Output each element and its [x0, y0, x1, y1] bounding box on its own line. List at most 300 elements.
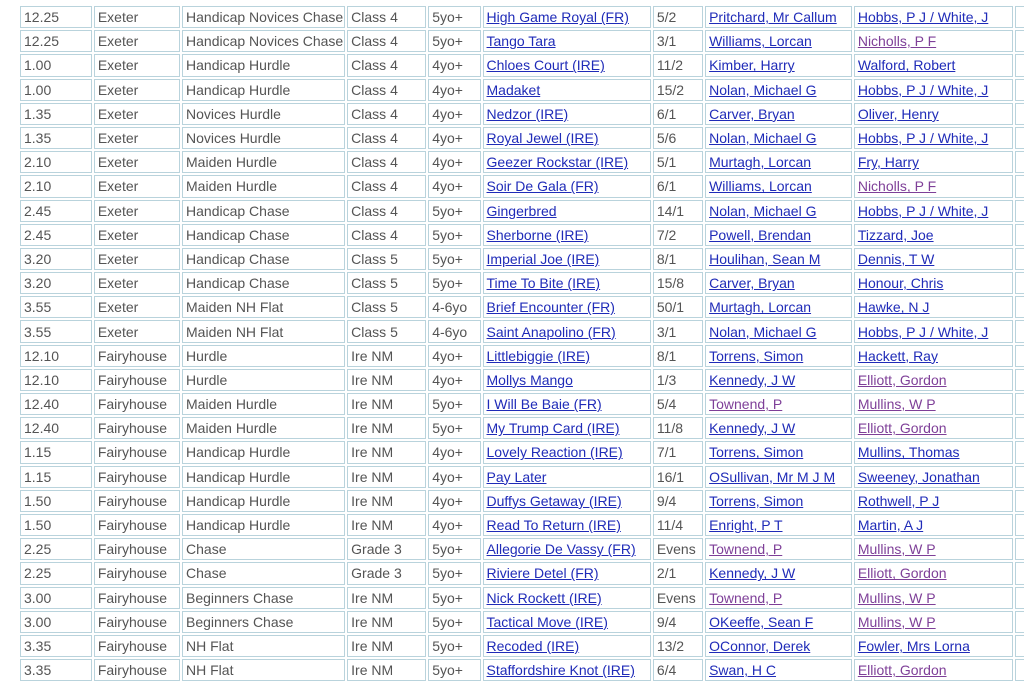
age-restriction-cell: 4yo+	[428, 127, 480, 149]
trainer-cell	[854, 30, 1013, 52]
race-time-cell: 1.35	[20, 127, 92, 149]
trainer-cell	[854, 490, 1013, 512]
horse-cell	[483, 151, 651, 173]
race-time-cell: 2.25	[20, 562, 92, 584]
table-row	[20, 248, 1024, 270]
odds-cell: 9/4	[653, 490, 703, 512]
odds-cell: 3/1	[653, 320, 703, 342]
race-class-cell: Class 4	[347, 30, 426, 52]
trainer-cell	[854, 127, 1013, 149]
race-type-cell: Novices Hurdle	[182, 103, 345, 125]
table-row	[20, 151, 1024, 173]
extra-column-cell	[1015, 175, 1024, 197]
odds-cell: 16/1	[653, 466, 703, 488]
extra-column-cell	[1015, 103, 1024, 125]
extra-column-cell	[1015, 79, 1024, 101]
age-restriction-cell: 5yo+	[428, 6, 480, 28]
course-cell: Fairyhouse	[94, 417, 180, 439]
course-cell: Exeter	[94, 272, 180, 294]
odds-cell: 5/2	[653, 6, 703, 28]
race-type-cell: Handicap Chase	[182, 272, 345, 294]
table-row	[20, 466, 1024, 488]
horse-link[interactable]: Geezer Rockstar (IRE)	[486, 154, 629, 171]
trainer-cell	[854, 562, 1013, 584]
race-time-cell: 1.50	[20, 514, 92, 536]
jockey-cell	[705, 248, 852, 270]
race-class-cell: Ire NM	[347, 514, 426, 536]
race-time-cell: 1.15	[20, 466, 92, 488]
horse-link[interactable]: Tango Tara	[486, 33, 556, 50]
horse-link[interactable]: Royal Jewel (IRE)	[486, 130, 599, 147]
jockey-link[interactable]: Townend, P	[709, 541, 783, 558]
race-time-cell: 3.35	[20, 659, 92, 681]
race-type-cell: Hurdle	[182, 369, 345, 391]
trainer-link[interactable]: Hobbs, P J / White, J	[857, 81, 989, 98]
trainer-link[interactable]: Elliott, Gordon	[857, 420, 947, 437]
race-type-cell: Hurdle	[182, 345, 345, 367]
trainer-cell	[854, 79, 1013, 101]
age-restriction-cell: 5yo+	[428, 272, 480, 294]
jockey-cell	[705, 345, 852, 367]
odds-cell: 6/1	[653, 103, 703, 125]
trainer-cell	[854, 200, 1013, 222]
odds-cell: 13/2	[653, 635, 703, 657]
extra-column-cell	[1015, 514, 1024, 536]
trainer-cell	[854, 6, 1013, 28]
extra-column-cell	[1015, 611, 1024, 633]
trainer-link[interactable]: Walford, Robert	[857, 57, 956, 74]
trainer-link[interactable]: Nicholls, P F	[857, 33, 937, 50]
jockey-link[interactable]: Pritchard, Mr Callum	[709, 9, 837, 26]
racecard-table	[18, 4, 1024, 683]
horse-cell	[483, 490, 651, 512]
course-cell: Exeter	[94, 224, 180, 246]
race-time-cell: 1.00	[20, 79, 92, 101]
table-row	[20, 272, 1024, 294]
race-class-cell: Ire NM	[347, 635, 426, 657]
horse-link[interactable]: High Game Royal (FR)	[486, 9, 629, 26]
trainer-link[interactable]: Hobbs, P J / White, J	[857, 130, 989, 147]
age-restriction-cell: 5yo+	[428, 587, 480, 609]
extra-column-cell	[1015, 30, 1024, 52]
table-row	[20, 393, 1024, 415]
jockey-link[interactable]: OSullivan, Mr M J M	[709, 468, 836, 485]
trainer-link[interactable]: Fry, Harry	[857, 154, 920, 171]
trainer-cell	[854, 538, 1013, 560]
race-class-cell: Class 4	[347, 200, 426, 222]
race-type-cell: Handicap Hurdle	[182, 490, 345, 512]
race-time-cell: 1.50	[20, 490, 92, 512]
odds-cell: 5/6	[653, 127, 703, 149]
race-class-cell: Class 4	[347, 175, 426, 197]
trainer-link[interactable]: Mullins, W P	[857, 589, 936, 606]
jockey-cell	[705, 441, 852, 463]
jockey-cell	[705, 538, 852, 560]
odds-cell: 8/1	[653, 345, 703, 367]
race-class-cell: Class 5	[347, 320, 426, 342]
horse-link[interactable]: Allegorie De Vassy (FR)	[486, 541, 636, 558]
age-restriction-cell: 4yo+	[428, 490, 480, 512]
extra-column-cell	[1015, 466, 1024, 488]
race-class-cell: Ire NM	[347, 466, 426, 488]
jockey-link[interactable]: Kennedy, J W	[709, 565, 796, 582]
trainer-link[interactable]: Mullins, W P	[857, 541, 936, 558]
course-cell: Exeter	[94, 6, 180, 28]
odds-cell: 6/1	[653, 175, 703, 197]
horse-cell	[483, 562, 651, 584]
jockey-link[interactable]: Kennedy, J W	[709, 371, 796, 388]
jockey-link[interactable]: Carver, Bryan	[709, 105, 795, 122]
course-cell: Fairyhouse	[94, 538, 180, 560]
horse-cell	[483, 611, 651, 633]
horse-link[interactable]: Read To Return (IRE)	[486, 517, 621, 534]
jockey-link[interactable]: Murtagh, Lorcan	[709, 154, 812, 171]
horse-link[interactable]: Time To Bite (IRE)	[486, 275, 601, 292]
odds-cell: 3/1	[653, 30, 703, 52]
jockey-cell	[705, 272, 852, 294]
odds-cell: 15/8	[653, 272, 703, 294]
race-class-cell: Class 5	[347, 272, 426, 294]
age-restriction-cell: 5yo+	[428, 224, 480, 246]
jockey-link[interactable]: Nolan, Michael G	[709, 202, 817, 219]
trainer-cell	[854, 635, 1013, 657]
course-cell: Fairyhouse	[94, 393, 180, 415]
trainer-link[interactable]: Tizzard, Joe	[857, 226, 934, 243]
jockey-cell	[705, 369, 852, 391]
jockey-link[interactable]: Nolan, Michael G	[709, 81, 817, 98]
table-row	[20, 30, 1024, 52]
horse-link[interactable]: Chloes Court (IRE)	[486, 57, 605, 74]
race-time-cell: 3.20	[20, 248, 92, 270]
race-type-cell: Maiden Hurdle	[182, 175, 345, 197]
trainer-link[interactable]: Nicholls, P F	[857, 178, 937, 195]
race-type-cell: Maiden Hurdle	[182, 151, 345, 173]
race-time-cell: 2.10	[20, 175, 92, 197]
trainer-cell	[854, 369, 1013, 391]
extra-column-cell	[1015, 635, 1024, 657]
race-type-cell: Handicap Hurdle	[182, 466, 345, 488]
extra-column-cell	[1015, 441, 1024, 463]
table-row	[20, 587, 1024, 609]
race-class-cell: Grade 3	[347, 562, 426, 584]
horse-cell	[483, 659, 651, 681]
age-restriction-cell: 4yo+	[428, 466, 480, 488]
race-type-cell: NH Flat	[182, 659, 345, 681]
race-time-cell: 2.45	[20, 200, 92, 222]
table-row	[20, 538, 1024, 560]
race-time-cell: 3.55	[20, 296, 92, 318]
course-cell: Exeter	[94, 79, 180, 101]
age-restriction-cell: 5yo+	[428, 562, 480, 584]
table-row	[20, 514, 1024, 536]
horse-link[interactable]: Lovely Reaction (IRE)	[486, 444, 623, 461]
horse-link[interactable]: Gingerbred	[486, 202, 557, 219]
jockey-link[interactable]: OKeeffe, Sean F	[709, 613, 814, 630]
jockey-link[interactable]: Kimber, Harry	[709, 57, 795, 74]
course-cell: Fairyhouse	[94, 659, 180, 681]
race-type-cell: Handicap Hurdle	[182, 514, 345, 536]
odds-cell: Evens	[653, 538, 703, 560]
age-restriction-cell: 4yo+	[428, 103, 480, 125]
horse-link[interactable]: Pay Later	[486, 468, 547, 485]
trainer-link[interactable]: Rothwell, P J	[857, 492, 940, 509]
race-time-cell: 3.20	[20, 272, 92, 294]
extra-column-cell	[1015, 320, 1024, 342]
horse-link[interactable]: Saint Anapolino (FR)	[486, 323, 616, 340]
horse-cell	[483, 54, 651, 76]
horse-cell	[483, 224, 651, 246]
jockey-cell	[705, 54, 852, 76]
jockey-cell	[705, 466, 852, 488]
horse-link[interactable]: Nick Rockett (IRE)	[486, 589, 602, 606]
jockey-cell	[705, 659, 852, 681]
table-row	[20, 417, 1024, 439]
race-class-cell: Class 4	[347, 224, 426, 246]
race-time-cell: 12.40	[20, 417, 92, 439]
trainer-link[interactable]: Hobbs, P J / White, J	[857, 9, 989, 26]
trainer-link[interactable]: Mullins, W P	[857, 613, 936, 630]
jockey-link[interactable]: Torrens, Simon	[709, 492, 804, 509]
odds-cell: Evens	[653, 587, 703, 609]
jockey-link[interactable]: Williams, Lorcan	[709, 178, 812, 195]
trainer-cell	[854, 224, 1013, 246]
table-row	[20, 441, 1024, 463]
horse-link[interactable]: I Will Be Baie (FR)	[486, 396, 602, 413]
trainer-link[interactable]: Mullins, Thomas	[857, 444, 960, 461]
jockey-link[interactable]: Houlihan, Sean M	[709, 250, 821, 267]
course-cell: Fairyhouse	[94, 466, 180, 488]
course-cell: Exeter	[94, 296, 180, 318]
age-restriction-cell: 4yo+	[428, 151, 480, 173]
course-cell: Fairyhouse	[94, 562, 180, 584]
jockey-link[interactable]: Williams, Lorcan	[709, 33, 812, 50]
age-restriction-cell: 4-6yo	[428, 296, 480, 318]
jockey-link[interactable]: Swan, H C	[709, 662, 777, 679]
jockey-link[interactable]: Torrens, Simon	[709, 347, 804, 364]
course-cell: Fairyhouse	[94, 611, 180, 633]
table-row	[20, 296, 1024, 318]
extra-column-cell	[1015, 127, 1024, 149]
race-time-cell: 3.00	[20, 611, 92, 633]
race-class-cell: Ire NM	[347, 441, 426, 463]
jockey-cell	[705, 200, 852, 222]
trainer-link[interactable]: Elliott, Gordon	[857, 371, 947, 388]
horse-cell	[483, 320, 651, 342]
trainer-link[interactable]: Sweeney, Jonathan	[857, 468, 980, 485]
jockey-cell	[705, 79, 852, 101]
horse-link[interactable]: Tactical Move (IRE)	[486, 613, 608, 630]
jockey-cell	[705, 587, 852, 609]
horse-cell	[483, 538, 651, 560]
jockey-link[interactable]: Carver, Bryan	[709, 275, 795, 292]
trainer-link[interactable]: Martin, A J	[857, 517, 924, 534]
odds-cell: 11/8	[653, 417, 703, 439]
jockey-cell	[705, 417, 852, 439]
trainer-cell	[854, 587, 1013, 609]
race-type-cell: Beginners Chase	[182, 611, 345, 633]
jockey-link[interactable]: Kennedy, J W	[709, 420, 796, 437]
extra-column-cell	[1015, 248, 1024, 270]
race-time-cell: 12.10	[20, 369, 92, 391]
horse-cell	[483, 369, 651, 391]
trainer-cell	[854, 151, 1013, 173]
race-class-cell: Class 4	[347, 127, 426, 149]
horse-cell	[483, 200, 651, 222]
course-cell: Fairyhouse	[94, 514, 180, 536]
trainer-link[interactable]: Elliott, Gordon	[857, 662, 947, 679]
jockey-cell	[705, 30, 852, 52]
race-time-cell: 3.00	[20, 587, 92, 609]
race-type-cell: Handicap Hurdle	[182, 441, 345, 463]
table-row	[20, 345, 1024, 367]
extra-column-cell	[1015, 659, 1024, 681]
race-class-cell: Class 4	[347, 103, 426, 125]
jockey-cell	[705, 393, 852, 415]
race-time-cell: 2.45	[20, 224, 92, 246]
age-restriction-cell: 5yo+	[428, 538, 480, 560]
odds-cell: 50/1	[653, 296, 703, 318]
horse-link[interactable]: My Trump Card (IRE)	[486, 420, 620, 437]
horse-cell	[483, 127, 651, 149]
race-class-cell: Grade 3	[347, 538, 426, 560]
race-type-cell: Novices Hurdle	[182, 127, 345, 149]
age-restriction-cell: 5yo+	[428, 200, 480, 222]
horse-link[interactable]: Duffys Getaway (IRE)	[486, 492, 622, 509]
table-row	[20, 369, 1024, 391]
trainer-cell	[854, 272, 1013, 294]
horse-cell	[483, 103, 651, 125]
jockey-link[interactable]: Townend, P	[709, 396, 783, 413]
race-class-cell: Class 4	[347, 6, 426, 28]
odds-cell: 14/1	[653, 200, 703, 222]
race-type-cell: Handicap Chase	[182, 224, 345, 246]
course-cell: Fairyhouse	[94, 490, 180, 512]
extra-column-cell	[1015, 200, 1024, 222]
race-class-cell: Class 4	[347, 151, 426, 173]
horse-link[interactable]: Imperial Joe (IRE)	[486, 250, 600, 267]
horse-cell	[483, 175, 651, 197]
jockey-link[interactable]: Townend, P	[709, 589, 783, 606]
jockey-link[interactable]: Murtagh, Lorcan	[709, 299, 812, 316]
extra-column-cell	[1015, 417, 1024, 439]
jockey-cell	[705, 635, 852, 657]
trainer-link[interactable]: Hobbs, P J / White, J	[857, 323, 989, 340]
race-class-cell: Ire NM	[347, 490, 426, 512]
jockey-link[interactable]: Enright, P T	[709, 517, 783, 534]
race-type-cell: Maiden Hurdle	[182, 417, 345, 439]
horse-cell	[483, 6, 651, 28]
table-row	[20, 79, 1024, 101]
race-class-cell: Ire NM	[347, 393, 426, 415]
horse-cell	[483, 466, 651, 488]
race-class-cell: Class 4	[347, 79, 426, 101]
course-cell: Exeter	[94, 30, 180, 52]
horse-link[interactable]: Brief Encounter (FR)	[486, 299, 615, 316]
jockey-cell	[705, 127, 852, 149]
course-cell: Fairyhouse	[94, 369, 180, 391]
horse-link[interactable]: Riviere Detel (FR)	[486, 565, 599, 582]
jockey-link[interactable]: Nolan, Michael G	[709, 130, 817, 147]
trainer-link[interactable]: Hobbs, P J / White, J	[857, 202, 989, 219]
horse-cell	[483, 393, 651, 415]
jockey-link[interactable]: Powell, Brendan	[709, 226, 812, 243]
trainer-link[interactable]: Dennis, T W	[857, 250, 935, 267]
age-restriction-cell: 4-6yo	[428, 320, 480, 342]
table-row	[20, 127, 1024, 149]
trainer-cell	[854, 296, 1013, 318]
horse-link[interactable]: Soir De Gala (FR)	[486, 178, 599, 195]
race-class-cell: Ire NM	[347, 345, 426, 367]
horse-link[interactable]: Staffordshire Knot (IRE)	[486, 662, 635, 679]
trainer-link[interactable]: Oliver, Henry	[857, 105, 939, 122]
horse-link[interactable]: Mollys Mango	[486, 371, 573, 388]
odds-cell: 5/1	[653, 151, 703, 173]
racecard-rows	[20, 6, 1024, 681]
course-cell: Exeter	[94, 127, 180, 149]
age-restriction-cell: 5yo+	[428, 611, 480, 633]
race-time-cell: 12.25	[20, 30, 92, 52]
jockey-link[interactable]: Nolan, Michael G	[709, 323, 817, 340]
trainer-link[interactable]: Hawke, N J	[857, 299, 930, 316]
age-restriction-cell: 5yo+	[428, 248, 480, 270]
trainer-cell	[854, 659, 1013, 681]
horse-link[interactable]: Recoded (IRE)	[486, 637, 580, 654]
trainer-cell	[854, 345, 1013, 367]
table-row	[20, 175, 1024, 197]
trainer-cell	[854, 466, 1013, 488]
extra-column-cell	[1015, 345, 1024, 367]
horse-link[interactable]: Sherborne (IRE)	[486, 226, 589, 243]
horse-link[interactable]: Nedzor (IRE)	[486, 105, 569, 122]
trainer-cell	[854, 417, 1013, 439]
jockey-cell	[705, 103, 852, 125]
race-time-cell: 1.00	[20, 54, 92, 76]
race-class-cell: Ire NM	[347, 587, 426, 609]
trainer-cell	[854, 393, 1013, 415]
horse-cell	[483, 514, 651, 536]
age-restriction-cell: 4yo+	[428, 345, 480, 367]
extra-column-cell	[1015, 224, 1024, 246]
race-time-cell: 1.15	[20, 441, 92, 463]
race-type-cell: Handicap Novices Chase	[182, 30, 345, 52]
table-row	[20, 659, 1024, 681]
race-type-cell: Handicap Novices Chase	[182, 6, 345, 28]
course-cell: Fairyhouse	[94, 587, 180, 609]
jockey-cell	[705, 175, 852, 197]
extra-column-cell	[1015, 6, 1024, 28]
race-type-cell: Maiden NH Flat	[182, 296, 345, 318]
trainer-cell	[854, 611, 1013, 633]
table-row	[20, 54, 1024, 76]
jockey-link[interactable]: OConnor, Derek	[709, 637, 811, 654]
horse-link[interactable]: Madaket	[486, 81, 541, 98]
trainer-link[interactable]: Honour, Chris	[857, 275, 944, 292]
trainer-link[interactable]: Mullins, W P	[857, 396, 936, 413]
trainer-link[interactable]: Elliott, Gordon	[857, 565, 947, 582]
race-type-cell: Handicap Chase	[182, 200, 345, 222]
horse-link[interactable]: Littlebiggie (IRE)	[486, 347, 591, 364]
trainer-link[interactable]: Hackett, Ray	[857, 347, 938, 364]
course-cell: Fairyhouse	[94, 635, 180, 657]
horse-cell	[483, 79, 651, 101]
race-time-cell: 12.40	[20, 393, 92, 415]
table-row	[20, 611, 1024, 633]
jockey-cell	[705, 514, 852, 536]
race-time-cell: 3.35	[20, 635, 92, 657]
jockey-link[interactable]: Torrens, Simon	[709, 444, 804, 461]
trainer-link[interactable]: Fowler, Mrs Lorna	[857, 637, 970, 654]
extra-column-cell	[1015, 272, 1024, 294]
